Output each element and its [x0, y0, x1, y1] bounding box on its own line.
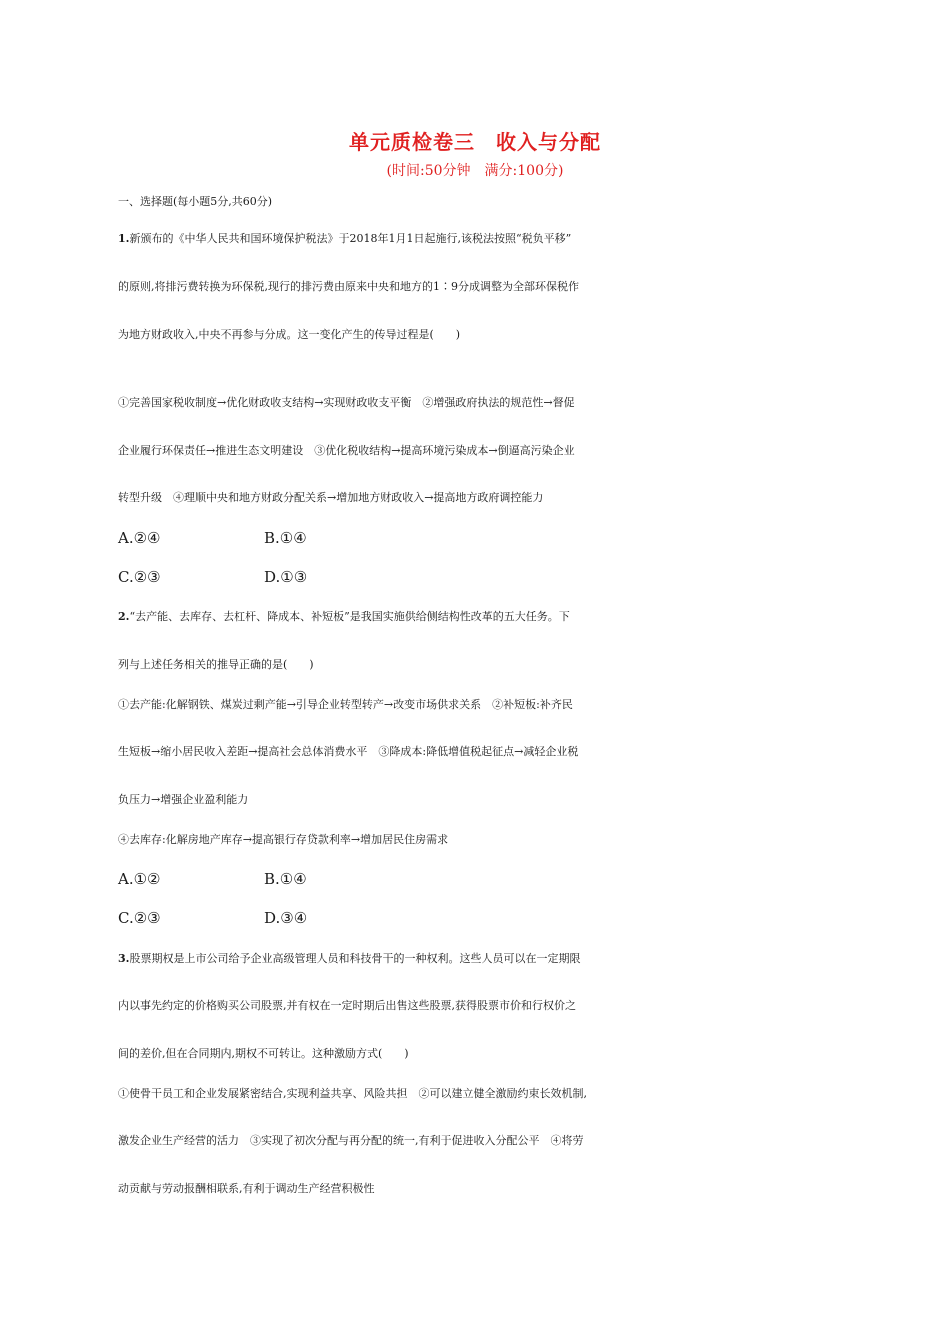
question-2-stem-line-1	[118, 606, 838, 628]
stem-text: “去产能、去库存、去杠杆、降成本、补短板”是我国实施供给侧结构性改革的五大任务。下	[129, 610, 570, 623]
question-2-stem-line-2: 列与上述任务相关的推导正确的是( )	[118, 658, 314, 671]
question-3-stem-line-1	[118, 948, 838, 970]
question-3-statement-line-1: ①使骨干员工和企业发展紧密结合,实现利益共享、风险共担 ②可以建立健全激励约束长效机制,	[118, 1087, 587, 1100]
question-2-option-a[interactable]: A.①②	[118, 870, 161, 888]
question-2-statement-line-3: 负压力→增强企业盈利能力	[118, 793, 249, 806]
question-1-option-c[interactable]: C.②③	[118, 568, 161, 586]
question-2-statement-line-1: ①去产能:化解钢铁、煤炭过剩产能→引导企业转型转产→改变市场供求关系 ②补短板:补齐民	[118, 698, 573, 711]
document-subtitle: (时间:50分钟 满分:100分)	[386, 163, 564, 179]
question-3-statement-line-2: 激发企业生产经营的活力 ③实现了初次分配与再分配的统一,有利于促进收入分配公平 ④将劳	[118, 1134, 584, 1147]
question-2-statement-line-4: ④去库存:化解房地产库存→提高银行存贷款利率→增加居民住房需求	[118, 833, 449, 846]
stem-text: 新颁布的《中华人民共和国环境保护税法》于2018年1月1日起施行,该税法按照“税负平移”	[129, 232, 572, 245]
question-1-statement-line-1: ①完善国家税收制度→优化财政收支结构→实现财政收支平衡 ②增强政府执法的规范性→督促	[118, 396, 575, 409]
question-1-option-b[interactable]: B.①④	[264, 529, 307, 547]
question-2-option-d[interactable]: D.③④	[264, 909, 308, 927]
question-2-option-b[interactable]: B.①④	[264, 870, 307, 888]
question-2-statement-line-2: 生短板→缩小居民收入差距→提高社会总体消费水平 ③降成本:降低增值税起征点→减轻企业税	[118, 745, 579, 758]
question-number: 3.	[118, 952, 130, 965]
question-3-stem-line-3: 间的差价,但在合同期内,期权不可转让。这种激励方式( )	[118, 1047, 409, 1060]
question-1-statement-line-3: 转型升级 ④理顺中央和地方财政分配关系→增加地方财政收入→提高地方政府调控能力	[118, 491, 544, 504]
question-1-option-d[interactable]: D.①③	[264, 568, 308, 586]
question-1-stem-line-3: 为地方财政收入,中央不再参与分成。这一变化产生的传导过程是( )	[118, 328, 461, 341]
section-heading: 一、选择题(每小题5分,共60分)	[118, 195, 273, 208]
question-1-option-a[interactable]: A.②④	[118, 529, 161, 547]
question-1-stem-line-1	[118, 228, 838, 250]
question-number: 2.	[118, 610, 130, 623]
question-1-stem-line-2: 的原则,将排污费转换为环保税,现行的排污费由原来中央和地方的1∶9分成调整为全部环保税作	[118, 280, 579, 293]
question-1-statement-line-2: 企业履行环保责任→推进生态文明建设 ③优化税收结构→提高环境污染成本→倒逼高污染企业	[118, 444, 575, 457]
document-title: 单元质检卷三 收入与分配	[349, 130, 601, 154]
question-3-stem-line-2: 内以事先约定的价格购买公司股票,并有权在一定时期后出售这些股票,获得股票市价和行权价之	[118, 999, 576, 1012]
question-number: 1.	[118, 232, 130, 245]
stem-text: 股票期权是上市公司给予企业高级管理人员和科技骨干的一种权利。这些人员可以在一定期限	[129, 952, 581, 965]
question-3-statement-line-3: 动贡献与劳动报酬相联系,有利于调动生产经营积极性	[118, 1182, 375, 1195]
question-2-option-c[interactable]: C.②③	[118, 909, 161, 927]
